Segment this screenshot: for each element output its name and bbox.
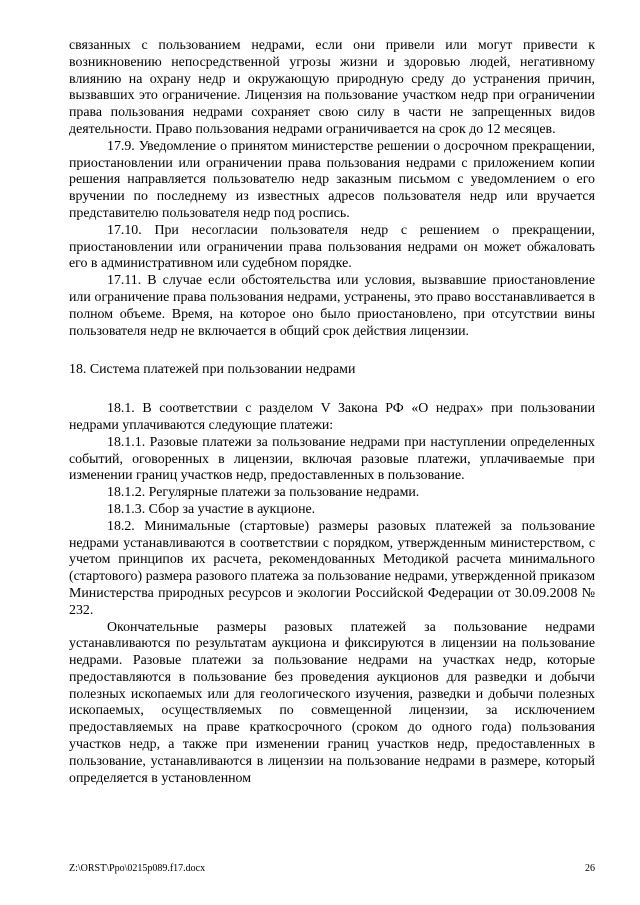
page-number: 26: [585, 863, 595, 874]
document-body: [69, 38, 595, 787]
paragraph-continuation: связанных с пользованием недрами, если они привели или могут привести к возникновению непосредственной угрозы жизни и здоровью людей, негативному влиянию на охрану недр и окружающую природную среду до устранения причин, вызвавших это ограничение. Лицензия на пользование участком недр при ограничении права пользования недрами сохраняет свою силу в части не запрещенных видов деятельности. Право пользования недрами ограничивается на срок до 12 месяцев.: [69, 38, 595, 137]
paragraph-18-1-2: 18.1.2. Регулярные платежи за пользование недрами.: [107, 485, 420, 501]
paragraph-18-1-1: 18.1.1. Разовые платежи за пользование недрами при наступлении определенных событий, оговоренных в лицензии, включая разовые платежи, уплачиваемые при изменении границ участков недр, предоставленных в пользование.: [69, 434, 595, 484]
paragraph-17-11: 17.11. В случае если обстоятельства или условия, вызвавшие приостановление или ограничение права пользования недрами, устранены, это право восстанавливается в полном объеме. Время, на которое оно было приостановлено, при отсутствии вины пользователя недр не включается в общий срок действия лицензии.: [69, 273, 595, 339]
paragraph-18-1-3: 18.1.3. Сбор за участие в аукционе.: [107, 501, 316, 517]
paragraph-final-payments: Окончательные размеры разовых платежей за пользование недрами устанавливаются по результатам аукциона и фиксируются в лицензии на пользование недрами. Разовые платежи за пользование недрами на участках недр, которые предоставляются в пользование без проведения аукционов для разведки и добычи полезных ископаемых или для геологического изучения, разведки и добычи полезных ископаемых, осуществляемых по совмещенной лицензии, за исключением предоставляемых на праве краткосрочного (сроком до одного года) пользования участков недр, а также при изменении границ участков недр, предоставленных в пользование, устанавливаются в лицензии на пользование недрами в размере, который определяется в установленном: [69, 619, 595, 786]
section-heading: 18. Система платежей при пользовании недрами: [69, 362, 356, 378]
footer-file-path: Z:\ORST\Ppo\0215p089.f17.docx: [69, 863, 206, 874]
page-footer: [69, 862, 595, 876]
paragraph-17-10: 17.10. При несогласии пользователя недр с решением о прекращении, приостановлении или ограничении права пользования недрами он может обжаловать его в административном или судебном порядке.: [69, 222, 595, 272]
paragraph-18-1: 18.1. В соответствии с разделом V Закона РФ «О недрах» при пользовании недрами уплачиваются следующие платежи:: [69, 401, 595, 433]
paragraph-17-9: 17.9. Уведомление о принятом министерстве решении о досрочном прекращении, приостановлении или ограничении права пользования недрами с приложением копии решения направляется пользователю недр заказным письмом с уведомлением о его вручении по последнему из известных адресов пользователя недр или вручается представителю пользователя недр под роспись.: [69, 138, 595, 221]
paragraph-18-2: 18.2. Минимальные (стартовые) размеры разовых платежей за пользование недрами устанавливаются в соответствии с порядком, утвержденным министерством, с учетом принципов их расчета, рекомендованных Методикой расчета минимального (стартового) размера разового платежа за пользование недрами, утвержденной приказом Министерства природных ресурсов и экологии Российской Федерации от 30.09.2008 № 232.: [69, 518, 595, 618]
